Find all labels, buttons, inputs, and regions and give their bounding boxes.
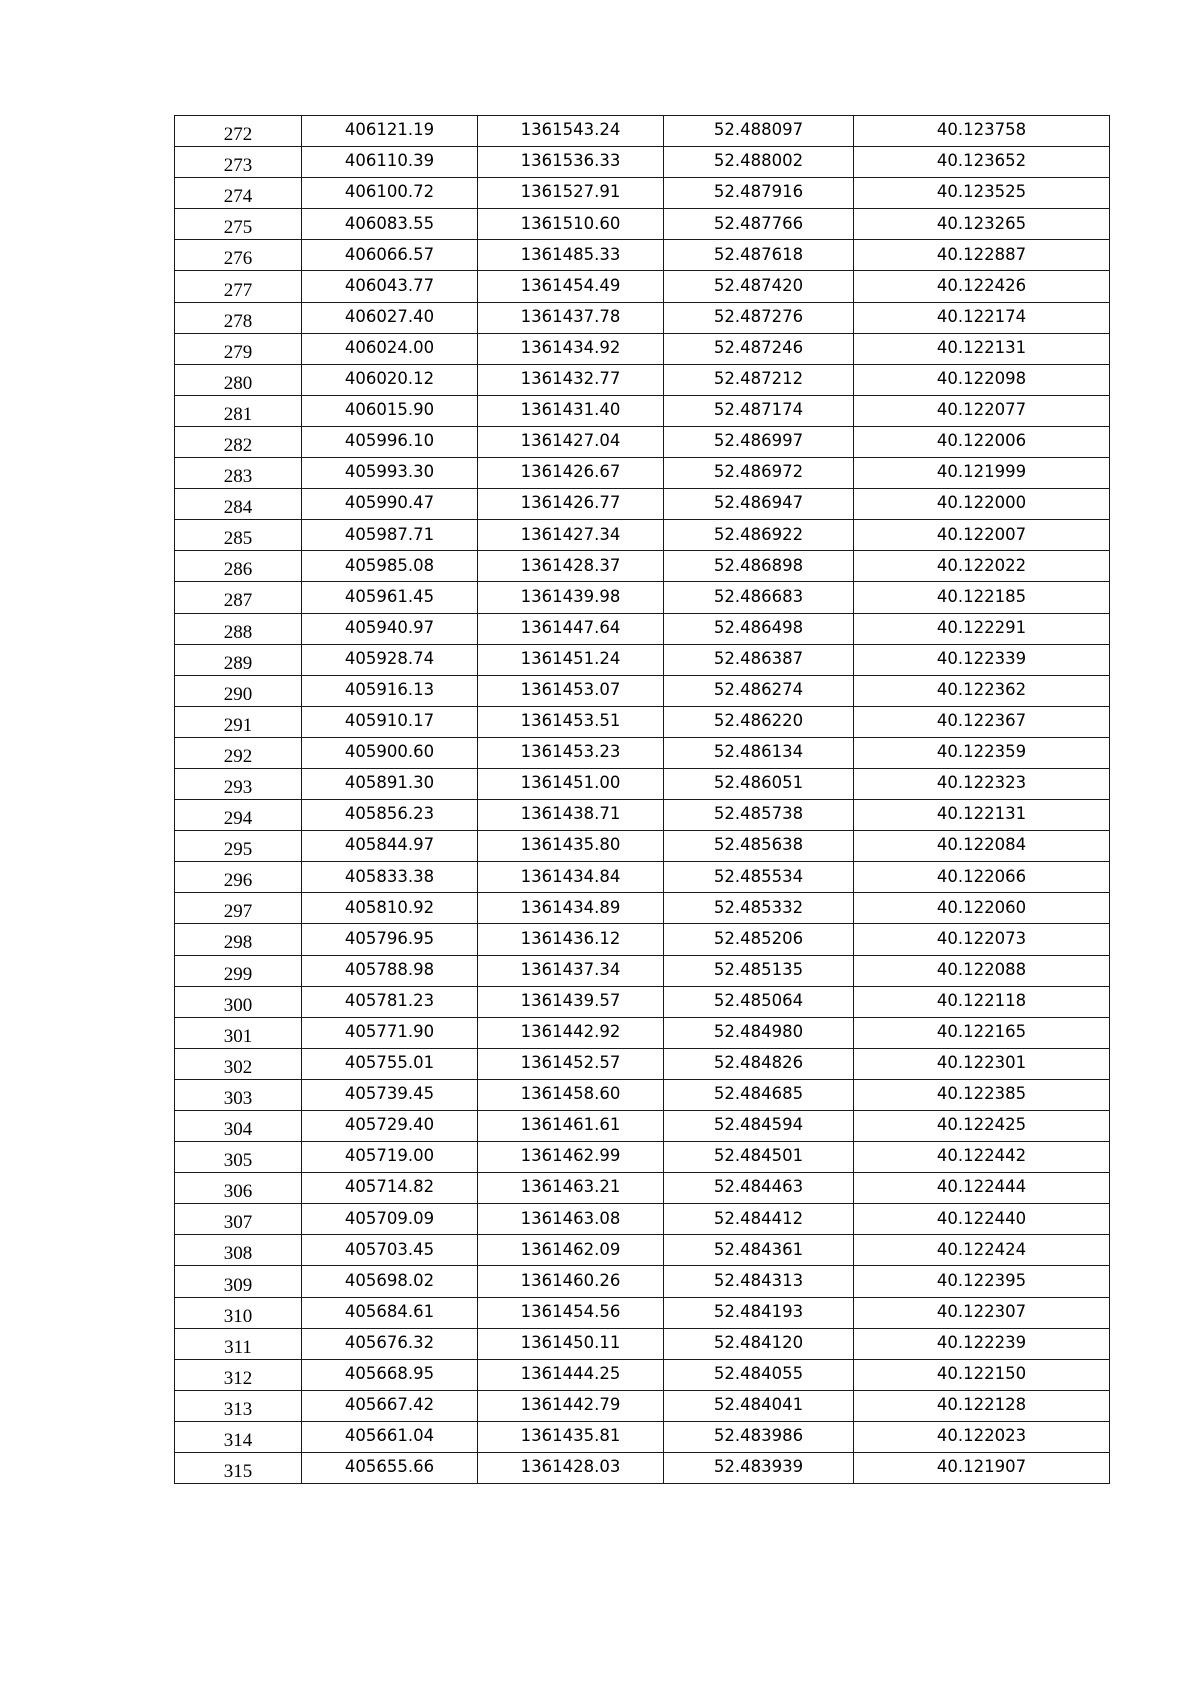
point-number-cell: 300 <box>175 986 302 1017</box>
y-coordinate-cell: 1361463.08 <box>478 1204 664 1235</box>
point-number-cell: 273 <box>175 147 302 178</box>
longitude-cell: 40.122128 <box>854 1390 1110 1421</box>
longitude-cell: 40.122301 <box>854 1048 1110 1079</box>
y-coordinate-cell: 1361426.67 <box>478 458 664 489</box>
longitude-cell: 40.122887 <box>854 240 1110 271</box>
longitude-cell: 40.122239 <box>854 1328 1110 1359</box>
latitude-cell: 52.486220 <box>664 706 854 737</box>
table-row <box>175 520 1110 551</box>
point-number-cell: 283 <box>175 458 302 489</box>
x-coordinate-cell: 406066.57 <box>302 240 478 271</box>
point-number-cell: 296 <box>175 862 302 893</box>
table-row <box>175 1235 1110 1266</box>
point-number-cell: 312 <box>175 1359 302 1390</box>
x-coordinate-cell: 406027.40 <box>302 302 478 333</box>
y-coordinate-cell: 1361462.99 <box>478 1142 664 1173</box>
latitude-cell: 52.486051 <box>664 768 854 799</box>
table-row <box>175 147 1110 178</box>
x-coordinate-cell: 405996.10 <box>302 426 478 457</box>
longitude-cell: 40.122007 <box>854 520 1110 551</box>
x-coordinate-cell: 405900.60 <box>302 737 478 768</box>
table-row <box>175 209 1110 240</box>
latitude-cell: 52.484463 <box>664 1173 854 1204</box>
latitude-cell: 52.486898 <box>664 551 854 582</box>
longitude-cell: 40.122425 <box>854 1111 1110 1142</box>
latitude-cell: 52.484361 <box>664 1235 854 1266</box>
table-row <box>175 675 1110 706</box>
table-row <box>175 768 1110 799</box>
y-coordinate-cell: 1361454.49 <box>478 271 664 302</box>
table-row <box>175 1142 1110 1173</box>
point-number-cell: 295 <box>175 831 302 862</box>
point-number-cell: 302 <box>175 1048 302 1079</box>
point-number-cell: 307 <box>175 1204 302 1235</box>
longitude-cell: 40.122385 <box>854 1079 1110 1110</box>
y-coordinate-cell: 1361437.78 <box>478 302 664 333</box>
point-number-cell: 275 <box>175 209 302 240</box>
table-row <box>175 800 1110 831</box>
x-coordinate-cell: 406100.72 <box>302 178 478 209</box>
point-number-cell: 315 <box>175 1453 302 1484</box>
y-coordinate-cell: 1361431.40 <box>478 395 664 426</box>
latitude-cell: 52.486972 <box>664 458 854 489</box>
longitude-cell: 40.122424 <box>854 1235 1110 1266</box>
longitude-cell: 40.122066 <box>854 862 1110 893</box>
y-coordinate-cell: 1361447.64 <box>478 613 664 644</box>
latitude-cell: 52.487916 <box>664 178 854 209</box>
y-coordinate-cell: 1361444.25 <box>478 1359 664 1390</box>
table-row <box>175 458 1110 489</box>
table-row <box>175 955 1110 986</box>
y-coordinate-cell: 1361434.92 <box>478 333 664 364</box>
latitude-cell: 52.486922 <box>664 520 854 551</box>
y-coordinate-cell: 1361458.60 <box>478 1079 664 1110</box>
latitude-cell: 52.485534 <box>664 862 854 893</box>
latitude-cell: 52.487766 <box>664 209 854 240</box>
longitude-cell: 40.122185 <box>854 582 1110 613</box>
x-coordinate-cell: 405856.23 <box>302 800 478 831</box>
x-coordinate-cell: 405844.97 <box>302 831 478 862</box>
x-coordinate-cell: 405928.74 <box>302 644 478 675</box>
table-row <box>175 489 1110 520</box>
point-number-cell: 313 <box>175 1390 302 1421</box>
x-coordinate-cell: 405961.45 <box>302 582 478 613</box>
latitude-cell: 52.484594 <box>664 1111 854 1142</box>
y-coordinate-cell: 1361438.71 <box>478 800 664 831</box>
longitude-cell: 40.122359 <box>854 737 1110 768</box>
y-coordinate-cell: 1361543.24 <box>478 116 664 147</box>
x-coordinate-cell: 405729.40 <box>302 1111 478 1142</box>
y-coordinate-cell: 1361510.60 <box>478 209 664 240</box>
longitude-cell: 40.122440 <box>854 1204 1110 1235</box>
x-coordinate-cell: 406043.77 <box>302 271 478 302</box>
x-coordinate-cell: 405703.45 <box>302 1235 478 1266</box>
table-row <box>175 1390 1110 1421</box>
y-coordinate-cell: 1361439.98 <box>478 582 664 613</box>
table-row <box>175 426 1110 457</box>
point-number-cell: 281 <box>175 395 302 426</box>
point-number-cell: 274 <box>175 178 302 209</box>
longitude-cell: 40.122118 <box>854 986 1110 1017</box>
latitude-cell: 52.487618 <box>664 240 854 271</box>
longitude-cell: 40.122444 <box>854 1173 1110 1204</box>
x-coordinate-cell: 405810.92 <box>302 893 478 924</box>
point-number-cell: 282 <box>175 426 302 457</box>
y-coordinate-cell: 1361454.56 <box>478 1297 664 1328</box>
table-row <box>175 1453 1110 1484</box>
table-row <box>175 613 1110 644</box>
y-coordinate-cell: 1361436.12 <box>478 924 664 955</box>
y-coordinate-cell: 1361434.89 <box>478 893 664 924</box>
table-row <box>175 1328 1110 1359</box>
table-row <box>175 240 1110 271</box>
point-number-cell: 305 <box>175 1142 302 1173</box>
table-row <box>175 364 1110 395</box>
longitude-cell: 40.122323 <box>854 768 1110 799</box>
y-coordinate-cell: 1361462.09 <box>478 1235 664 1266</box>
latitude-cell: 52.484055 <box>664 1359 854 1390</box>
table-row <box>175 1048 1110 1079</box>
point-number-cell: 293 <box>175 768 302 799</box>
y-coordinate-cell: 1361432.77 <box>478 364 664 395</box>
latitude-cell: 52.484826 <box>664 1048 854 1079</box>
y-coordinate-cell: 1361453.23 <box>478 737 664 768</box>
x-coordinate-cell: 405891.30 <box>302 768 478 799</box>
longitude-cell: 40.122150 <box>854 1359 1110 1390</box>
table-row <box>175 1079 1110 1110</box>
table-row <box>175 1297 1110 1328</box>
longitude-cell: 40.122174 <box>854 302 1110 333</box>
latitude-cell: 52.485738 <box>664 800 854 831</box>
latitude-cell: 52.485332 <box>664 893 854 924</box>
point-number-cell: 314 <box>175 1421 302 1452</box>
x-coordinate-cell: 406015.90 <box>302 395 478 426</box>
y-coordinate-cell: 1361428.37 <box>478 551 664 582</box>
table-row <box>175 395 1110 426</box>
point-number-cell: 276 <box>175 240 302 271</box>
latitude-cell: 52.484412 <box>664 1204 854 1235</box>
x-coordinate-cell: 405781.23 <box>302 986 478 1017</box>
x-coordinate-cell: 405709.09 <box>302 1204 478 1235</box>
latitude-cell: 52.484980 <box>664 1017 854 1048</box>
longitude-cell: 40.123525 <box>854 178 1110 209</box>
x-coordinate-cell: 406121.19 <box>302 116 478 147</box>
table-row <box>175 737 1110 768</box>
y-coordinate-cell: 1361453.07 <box>478 675 664 706</box>
table-row <box>175 1017 1110 1048</box>
x-coordinate-cell: 406024.00 <box>302 333 478 364</box>
longitude-cell: 40.122077 <box>854 395 1110 426</box>
point-number-cell: 309 <box>175 1266 302 1297</box>
x-coordinate-cell: 405910.17 <box>302 706 478 737</box>
y-coordinate-cell: 1361485.33 <box>478 240 664 271</box>
table-row <box>175 1359 1110 1390</box>
longitude-cell: 40.122362 <box>854 675 1110 706</box>
latitude-cell: 52.485206 <box>664 924 854 955</box>
point-number-cell: 278 <box>175 302 302 333</box>
point-number-cell: 294 <box>175 800 302 831</box>
coordinate-table <box>174 115 1110 1484</box>
table-row <box>175 582 1110 613</box>
y-coordinate-cell: 1361453.51 <box>478 706 664 737</box>
longitude-cell: 40.123652 <box>854 147 1110 178</box>
table-row <box>175 644 1110 675</box>
x-coordinate-cell: 406020.12 <box>302 364 478 395</box>
y-coordinate-cell: 1361442.92 <box>478 1017 664 1048</box>
x-coordinate-cell: 405985.08 <box>302 551 478 582</box>
longitude-cell: 40.122088 <box>854 955 1110 986</box>
x-coordinate-cell: 405676.32 <box>302 1328 478 1359</box>
table-row <box>175 116 1110 147</box>
y-coordinate-cell: 1361427.34 <box>478 520 664 551</box>
longitude-cell: 40.122006 <box>854 426 1110 457</box>
longitude-cell: 40.122395 <box>854 1266 1110 1297</box>
latitude-cell: 52.484501 <box>664 1142 854 1173</box>
point-number-cell: 277 <box>175 271 302 302</box>
point-number-cell: 298 <box>175 924 302 955</box>
longitude-cell: 40.123265 <box>854 209 1110 240</box>
latitude-cell: 52.486134 <box>664 737 854 768</box>
y-coordinate-cell: 1361460.26 <box>478 1266 664 1297</box>
latitude-cell: 52.484193 <box>664 1297 854 1328</box>
point-number-cell: 301 <box>175 1017 302 1048</box>
point-number-cell: 310 <box>175 1297 302 1328</box>
latitude-cell: 52.483939 <box>664 1453 854 1484</box>
y-coordinate-cell: 1361461.61 <box>478 1111 664 1142</box>
table-row <box>175 924 1110 955</box>
latitude-cell: 52.487212 <box>664 364 854 395</box>
longitude-cell: 40.122098 <box>854 364 1110 395</box>
y-coordinate-cell: 1361428.03 <box>478 1453 664 1484</box>
x-coordinate-cell: 405916.13 <box>302 675 478 706</box>
table-row <box>175 986 1110 1017</box>
table-row <box>175 1173 1110 1204</box>
table-row <box>175 178 1110 209</box>
longitude-cell: 40.122165 <box>854 1017 1110 1048</box>
longitude-cell: 40.122131 <box>854 800 1110 831</box>
table-row <box>175 706 1110 737</box>
point-number-cell: 308 <box>175 1235 302 1266</box>
latitude-cell: 52.484313 <box>664 1266 854 1297</box>
x-coordinate-cell: 405987.71 <box>302 520 478 551</box>
table-row <box>175 1266 1110 1297</box>
latitude-cell: 52.485064 <box>664 986 854 1017</box>
point-number-cell: 284 <box>175 489 302 520</box>
table-row <box>175 831 1110 862</box>
y-coordinate-cell: 1361435.81 <box>478 1421 664 1452</box>
y-coordinate-cell: 1361426.77 <box>478 489 664 520</box>
longitude-cell: 40.122060 <box>854 893 1110 924</box>
table-row <box>175 333 1110 364</box>
y-coordinate-cell: 1361439.57 <box>478 986 664 1017</box>
x-coordinate-cell: 405698.02 <box>302 1266 478 1297</box>
x-coordinate-cell: 405993.30 <box>302 458 478 489</box>
table-row <box>175 893 1110 924</box>
x-coordinate-cell: 405684.61 <box>302 1297 478 1328</box>
longitude-cell: 40.122367 <box>854 706 1110 737</box>
latitude-cell: 52.486498 <box>664 613 854 644</box>
latitude-cell: 52.486947 <box>664 489 854 520</box>
y-coordinate-cell: 1361451.24 <box>478 644 664 675</box>
x-coordinate-cell: 405655.66 <box>302 1453 478 1484</box>
table-row <box>175 271 1110 302</box>
latitude-cell: 52.484685 <box>664 1079 854 1110</box>
x-coordinate-cell: 406083.55 <box>302 209 478 240</box>
latitude-cell: 52.486683 <box>664 582 854 613</box>
latitude-cell: 52.487420 <box>664 271 854 302</box>
x-coordinate-cell: 405661.04 <box>302 1421 478 1452</box>
table-row <box>175 1111 1110 1142</box>
point-number-cell: 306 <box>175 1173 302 1204</box>
x-coordinate-cell: 405739.45 <box>302 1079 478 1110</box>
point-number-cell: 286 <box>175 551 302 582</box>
y-coordinate-cell: 1361434.84 <box>478 862 664 893</box>
x-coordinate-cell: 405771.90 <box>302 1017 478 1048</box>
latitude-cell: 52.486387 <box>664 644 854 675</box>
coordinate-table-body <box>175 116 1110 1484</box>
point-number-cell: 289 <box>175 644 302 675</box>
y-coordinate-cell: 1361435.80 <box>478 831 664 862</box>
table-row <box>175 551 1110 582</box>
latitude-cell: 52.487276 <box>664 302 854 333</box>
point-number-cell: 272 <box>175 116 302 147</box>
table-row <box>175 1421 1110 1452</box>
point-number-cell: 290 <box>175 675 302 706</box>
latitude-cell: 52.485135 <box>664 955 854 986</box>
latitude-cell: 52.485638 <box>664 831 854 862</box>
table-row <box>175 1204 1110 1235</box>
longitude-cell: 40.122084 <box>854 831 1110 862</box>
latitude-cell: 52.483986 <box>664 1421 854 1452</box>
x-coordinate-cell: 405714.82 <box>302 1173 478 1204</box>
latitude-cell: 52.484120 <box>664 1328 854 1359</box>
longitude-cell: 40.122000 <box>854 489 1110 520</box>
point-number-cell: 291 <box>175 706 302 737</box>
longitude-cell: 40.122131 <box>854 333 1110 364</box>
latitude-cell: 52.487174 <box>664 395 854 426</box>
latitude-cell: 52.487246 <box>664 333 854 364</box>
point-number-cell: 287 <box>175 582 302 613</box>
longitude-cell: 40.122073 <box>854 924 1110 955</box>
latitude-cell: 52.486997 <box>664 426 854 457</box>
longitude-cell: 40.121999 <box>854 458 1110 489</box>
x-coordinate-cell: 405755.01 <box>302 1048 478 1079</box>
latitude-cell: 52.488002 <box>664 147 854 178</box>
point-number-cell: 297 <box>175 893 302 924</box>
x-coordinate-cell: 405788.98 <box>302 955 478 986</box>
point-number-cell: 292 <box>175 737 302 768</box>
y-coordinate-cell: 1361527.91 <box>478 178 664 209</box>
point-number-cell: 288 <box>175 613 302 644</box>
longitude-cell: 40.123758 <box>854 116 1110 147</box>
y-coordinate-cell: 1361450.11 <box>478 1328 664 1359</box>
y-coordinate-cell: 1361451.00 <box>478 768 664 799</box>
y-coordinate-cell: 1361437.34 <box>478 955 664 986</box>
x-coordinate-cell: 405667.42 <box>302 1390 478 1421</box>
longitude-cell: 40.122291 <box>854 613 1110 644</box>
y-coordinate-cell: 1361442.79 <box>478 1390 664 1421</box>
table-row <box>175 862 1110 893</box>
point-number-cell: 304 <box>175 1111 302 1142</box>
longitude-cell: 40.122339 <box>854 644 1110 675</box>
point-number-cell: 311 <box>175 1328 302 1359</box>
longitude-cell: 40.121907 <box>854 1453 1110 1484</box>
y-coordinate-cell: 1361427.04 <box>478 426 664 457</box>
x-coordinate-cell: 405668.95 <box>302 1359 478 1390</box>
point-number-cell: 279 <box>175 333 302 364</box>
y-coordinate-cell: 1361536.33 <box>478 147 664 178</box>
x-coordinate-cell: 405719.00 <box>302 1142 478 1173</box>
point-number-cell: 285 <box>175 520 302 551</box>
point-number-cell: 299 <box>175 955 302 986</box>
longitude-cell: 40.122307 <box>854 1297 1110 1328</box>
longitude-cell: 40.122022 <box>854 551 1110 582</box>
latitude-cell: 52.488097 <box>664 116 854 147</box>
longitude-cell: 40.122442 <box>854 1142 1110 1173</box>
latitude-cell: 52.486274 <box>664 675 854 706</box>
y-coordinate-cell: 1361452.57 <box>478 1048 664 1079</box>
x-coordinate-cell: 405990.47 <box>302 489 478 520</box>
point-number-cell: 280 <box>175 364 302 395</box>
latitude-cell: 52.484041 <box>664 1390 854 1421</box>
x-coordinate-cell: 406110.39 <box>302 147 478 178</box>
longitude-cell: 40.122426 <box>854 271 1110 302</box>
longitude-cell: 40.122023 <box>854 1421 1110 1452</box>
table-row <box>175 302 1110 333</box>
x-coordinate-cell: 405796.95 <box>302 924 478 955</box>
point-number-cell: 303 <box>175 1079 302 1110</box>
x-coordinate-cell: 405833.38 <box>302 862 478 893</box>
x-coordinate-cell: 405940.97 <box>302 613 478 644</box>
y-coordinate-cell: 1361463.21 <box>478 1173 664 1204</box>
